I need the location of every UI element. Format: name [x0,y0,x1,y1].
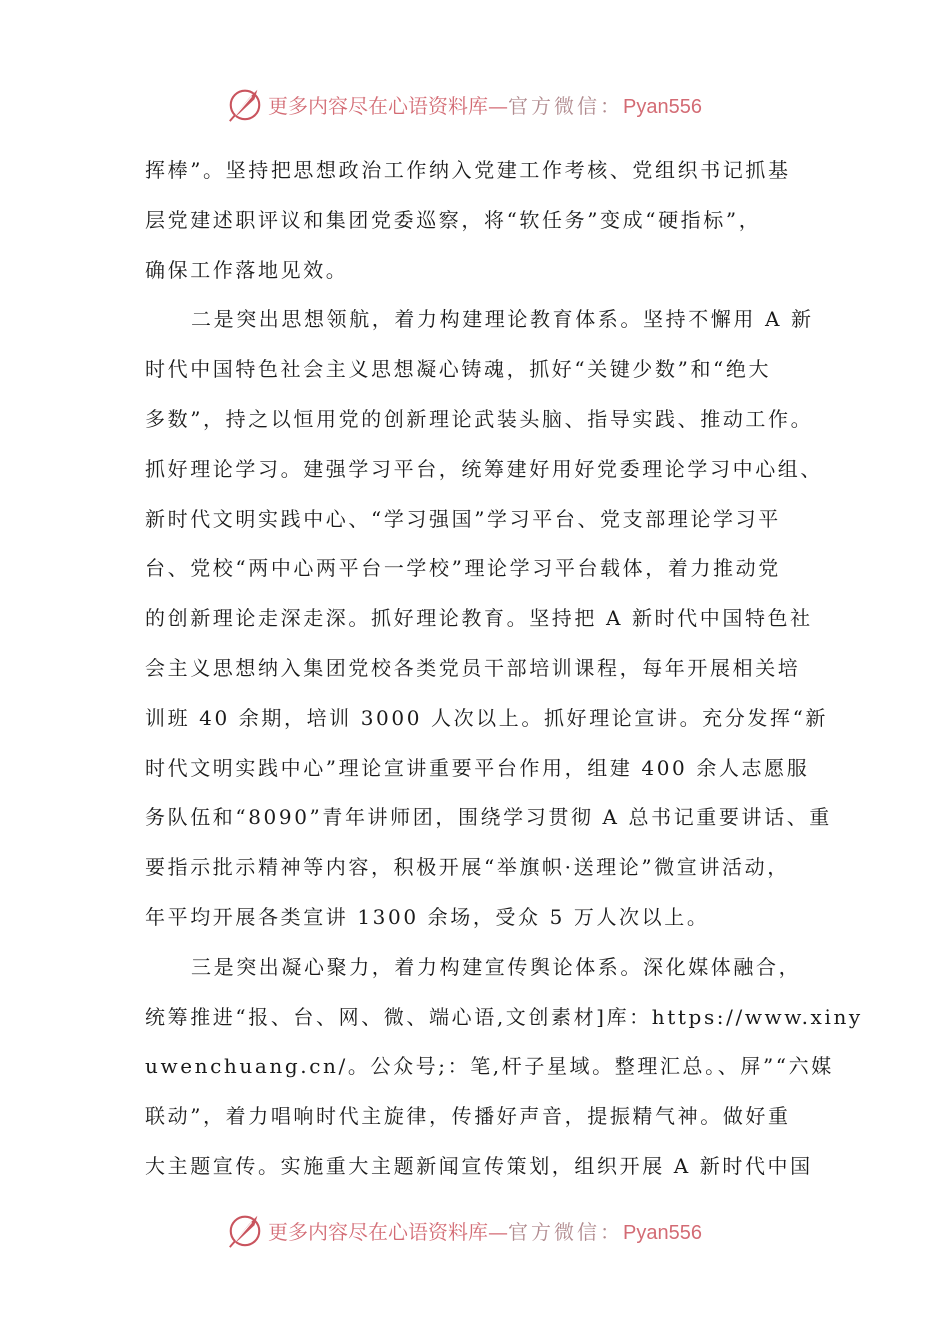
quill-pen-logo-icon [226,85,264,123]
text-line: 挥棒”。坚持把思想政治工作纳入党建工作考核、党组织书记抓基 [145,158,791,182]
watermark-main-text: 更多内容尽在心语资料库 [268,1219,488,1244]
text-line: 三是突出凝心聚力，着力构建宣传舆论体系。深化媒体融合， [191,954,802,979]
text-line: 要指示批示精神等内容，积极开展“举旗帜·送理论”微宣讲活动， [145,855,790,880]
text-line: uwenchuang.cn/。公众号;：笔,杆子星域。整理汇总。、屏”“六媒 [145,1054,834,1079]
document-body [145,146,863,1192]
text-line: 联动”，着力唱响时代主旋律，传播好声音，提振精气神。做好重 [145,1104,791,1129]
text-line: 多数”，持之以恒用党的创新理论武装头脑、指导实践、推动工作。 [145,406,814,431]
paragraph [145,943,863,1192]
text-line: 务队伍和“8090”青年讲师团，围绕学习贯彻 A 总书记重要讲话、重 [145,805,832,830]
watermark-main-text: 更多内容尽在心语资料库 [268,93,488,118]
watermark-wechat-id: Pyan556 [623,1221,702,1244]
paragraph [145,146,825,295]
footer-watermark-banner [226,1210,746,1250]
text-line: 二是突出思想领航，着力构建理论教育体系。坚持不懈用 A 新 [191,307,814,332]
text-line: 年平均开展各类宣讲 1300 余场，受众 5 万人次以上。 [145,904,710,929]
watermark-dash: — [488,1219,508,1244]
text-line: 层党建述职评议和集团党委巡察，将“软任务”变成“硬指标”， [145,207,762,232]
text-line: 大主题宣传。实施重大主题新闻宣传策划，组织开展 A 新时代中国 [145,1153,813,1178]
watermark-wechat-id: Pyan556 [623,95,702,118]
quill-pen-logo-icon [226,1211,264,1249]
text-line: 新时代文明实践中心、“学习强国”学习平台、党支部理论学习平 [145,506,781,531]
paragraph [145,295,832,942]
text-line: 抓好理论学习。建强学习平台，统筹建好用好党委理论学习中心组、 [145,456,823,481]
text-line: 的创新理论走深走深。抓好理论教育。坚持把 A 新时代中国特色社 [145,606,813,631]
watermark-wechat-label: 官方微信： [508,93,623,118]
text-line: 会主义思想纳入集团党校各类党员干部培训课程，每年开展相关培 [145,655,801,680]
header-watermark-banner [226,84,746,124]
text-line: 确保工作落地见效。 [145,257,349,282]
header-watermark-text [268,90,702,119]
watermark-wechat-label: 官方微信： [508,1219,623,1244]
text-line: 时代文明实践中心”理论宣讲重要平台作用，组建 400 余人志愿服 [145,755,810,780]
text-line: 统筹推进“报、台、网、微、端心语,文创素材]库：https://www.xiny [145,1004,863,1029]
watermark-dash: — [488,93,508,118]
text-line: 训班 40 余期，培训 3000 人次以上。抓好理论宣讲。充分发挥“新 [145,705,829,730]
text-line: 时代中国特色社会主义思想凝心铸魂，抓好“关键少数”和“绝大 [145,357,772,382]
footer-watermark-text [268,1216,702,1245]
text-line: 台、党校“两中心两平台一学校”理论学习平台载体，着力推动党 [145,556,781,581]
